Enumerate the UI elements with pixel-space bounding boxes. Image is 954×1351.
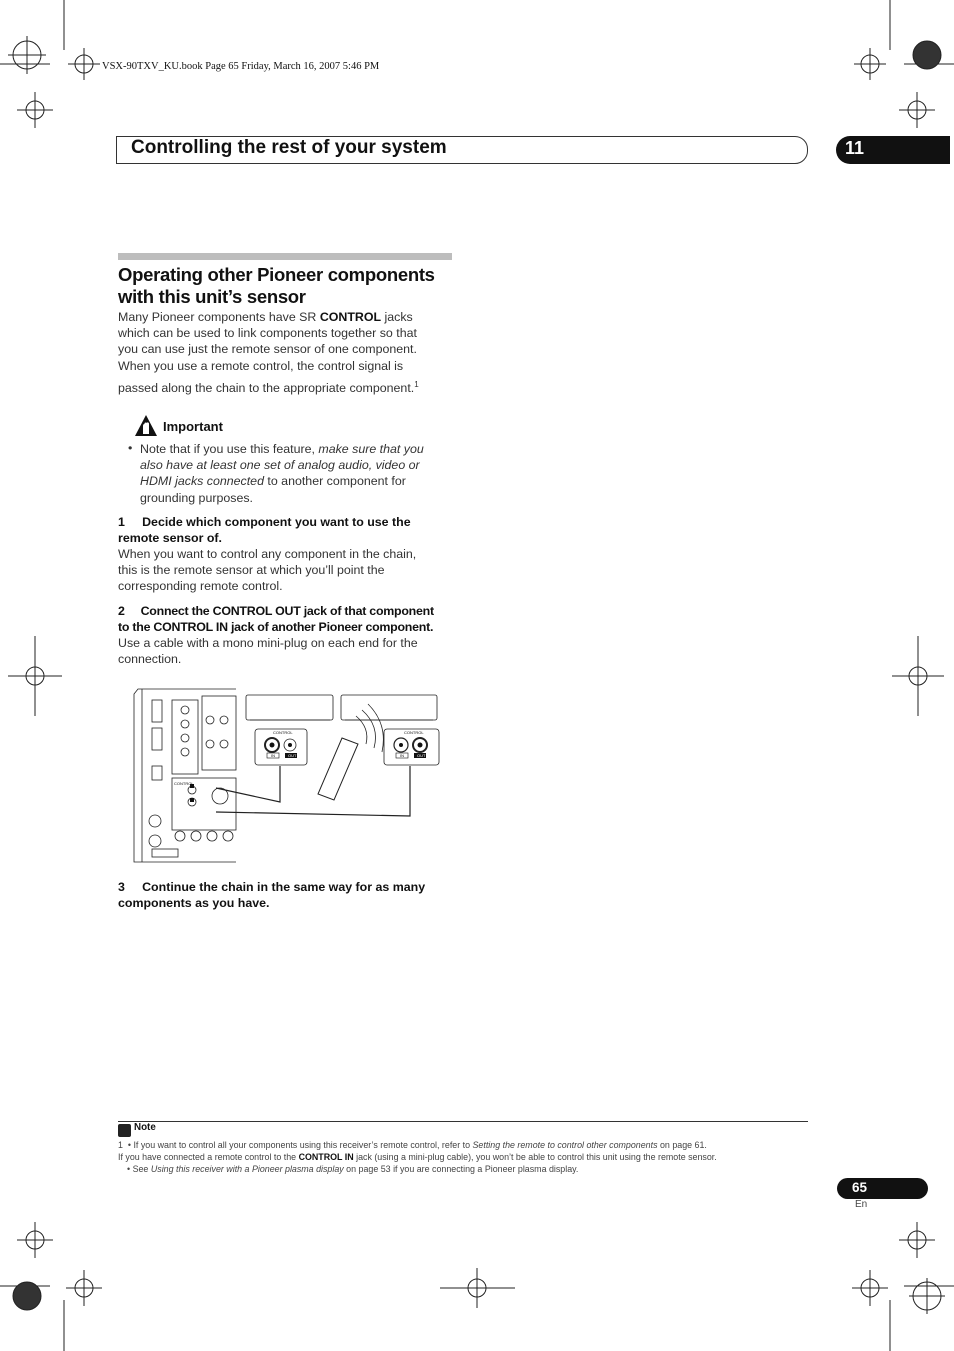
out-label-left: OUT (288, 753, 297, 758)
chapter-number: 11 (845, 138, 865, 158)
important-text: Note that if you use this feature, make sure that you also have at least one set of analog audio, video or HDMI jacks connected to another component for grounding purposes. (140, 442, 424, 505)
section-title-line2: with this unit’s sensor (118, 286, 306, 307)
control-label-receiver: CONTROL (174, 781, 194, 786)
note-icon (118, 1124, 131, 1137)
step1-text: When you want to control any component in the chain, this is the remote sensor at which you’ll point the corresponding remote control. (118, 547, 417, 594)
footnote-3: • See Using this receiver with a Pioneer plasma display on page 53 if you are connecting a Pioneer plasma display. (127, 1164, 579, 1174)
footnote-1: 1 • If you want to control all your components using this receiver’s remote control, refer to Setting the remote to control other components on page 61. (118, 1140, 707, 1150)
out-label-right: OUT (417, 753, 426, 758)
step3-heading: 3 Continue the chain in the same way for as many components as you have. (118, 880, 426, 910)
control-label-left: CONTROL (273, 730, 293, 735)
note-rule (118, 1121, 808, 1122)
footnote-ref[interactable]: 1 (414, 379, 419, 389)
page-number-tab (837, 1178, 928, 1199)
page-number: 65 (852, 1180, 868, 1195)
print-header: VSX-90TXV_KU.book Page 65 Friday, March 16, 2007 5:46 PM (102, 61, 380, 72)
in-label-right: IN (400, 753, 404, 758)
section-title-line1: Operating other Pioneer components (118, 264, 435, 285)
step2-heading: 2 Connect the CONTROL OUT jack of that component to the CONTROL IN jack of another Pioneer component. (118, 604, 434, 634)
page-language: En (855, 1199, 868, 1210)
bullet: • (128, 441, 133, 455)
chapter-title: Controlling the rest of your system (131, 137, 447, 158)
control-label-right: CONTROL (404, 730, 424, 735)
in-label-left: IN (271, 753, 275, 758)
step1-heading: 1 Decide which component you want to use the remote sensor of. (118, 515, 411, 545)
warning-icon (134, 414, 158, 438)
note-label: Note (134, 1122, 156, 1133)
step2-text: Use a cable with a mono mini-plug on each end for the connection. (118, 636, 418, 667)
footnote-2: If you have connected a remote control to the CONTROL IN jack (using a mini-plug cable), you won’t be able to control this unit using the remote sensor. (118, 1152, 717, 1162)
section-title (118, 264, 458, 308)
important-label: Important (163, 419, 223, 434)
connection-diagram (130, 686, 445, 866)
control-term: CONTROL (319, 310, 382, 324)
section-rule (118, 253, 452, 260)
intro-paragraph: Many Pioneer components have SR CONTROL jacks which can be used to link components together so that you can use just the remote sensor of one component. When you use a remote control, the control signal is passed along the chain to the appropriate component.$^1$ (118, 310, 419, 395)
